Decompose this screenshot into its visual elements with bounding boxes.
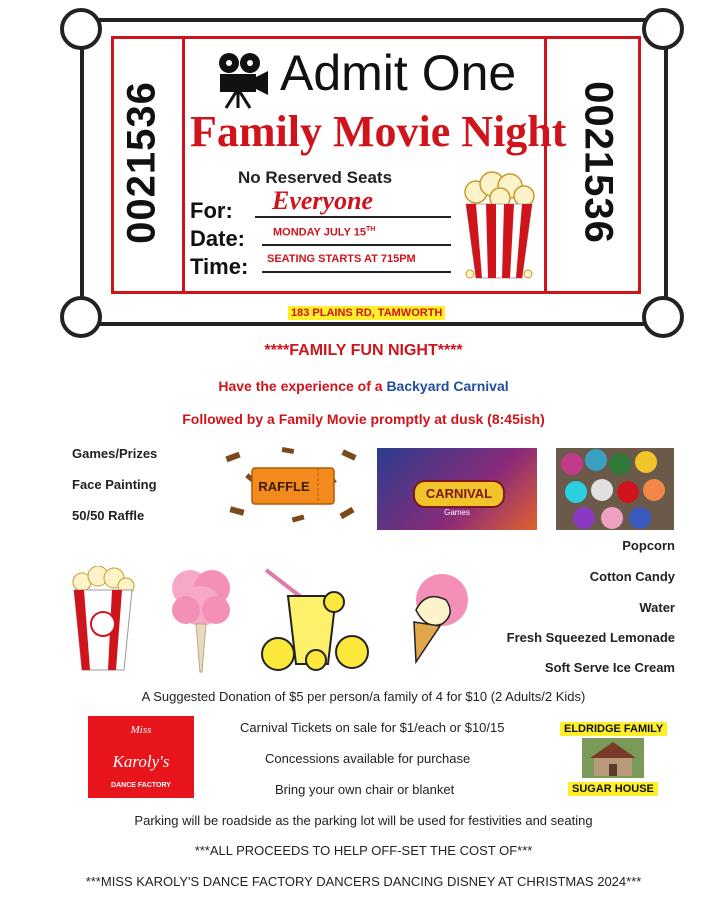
carnival-label: CARNIVAL xyxy=(413,480,505,508)
popcorn-box-icon xyxy=(70,566,136,674)
concession-item: Cotton Candy xyxy=(589,569,675,584)
activity-item: Games/Prizes xyxy=(72,446,158,461)
concession-item: Water xyxy=(639,600,675,615)
dance-logo-line3: DANCE FACTORY xyxy=(111,782,171,789)
ticket-notch-tr xyxy=(642,8,684,50)
ice-cream-icon xyxy=(396,570,476,670)
admit-one-text: Admit One xyxy=(280,45,517,101)
dance-logo-line2: Karoly's xyxy=(112,752,170,771)
info-line: Bring your own chair or blanket xyxy=(275,782,455,797)
time-label: Time: xyxy=(190,254,249,279)
for-value: Everyone xyxy=(272,186,374,215)
date-value-text: MONDAY JULY 15 xyxy=(273,226,366,239)
for-underline xyxy=(255,216,451,218)
headline: ****FAMILY FUN NIGHT**** xyxy=(264,342,463,359)
serial-number-right: 0021536 xyxy=(576,81,621,244)
date-value xyxy=(273,226,375,239)
paint-pots-icon xyxy=(556,448,674,530)
for-label: For: xyxy=(190,198,233,223)
activity-item: 50/50 Raffle xyxy=(72,508,145,523)
address-tag: 183 PLAINS RD, TAMWORTH xyxy=(288,306,445,320)
ticket-stub-divider-right xyxy=(544,39,547,291)
concession-item: Fresh Squeezed Lemonade xyxy=(506,630,675,645)
info-line: Concessions available for purchase xyxy=(265,751,471,766)
carnival-sub: Games xyxy=(444,508,470,517)
raffle-ticket-image xyxy=(222,446,362,526)
cotton-candy-icon xyxy=(168,566,234,674)
face-paint-image xyxy=(556,448,674,530)
time-underline xyxy=(262,271,451,273)
serial-number-left: 0021536 xyxy=(119,81,164,244)
sugar-house-photo xyxy=(582,738,644,778)
info-line: Carnival Tickets on sale for $1/each or $10/15 xyxy=(240,720,505,735)
proceeds-line: ***ALL PROCEEDS TO HELP OFF-SET THE COST OF*** xyxy=(194,843,533,858)
dancers-line: ***MISS KAROLY'S DANCE FACTORY DANCERS DANCING DISNEY AT CHRISTMAS 2024*** xyxy=(85,874,642,889)
raffle-ticket-icon xyxy=(222,446,362,526)
movie-camera-icon xyxy=(212,50,272,110)
ticket-notch-bl xyxy=(60,296,102,338)
activity-item: Face Painting xyxy=(72,477,157,492)
concession-item: Soft Serve Ice Cream xyxy=(544,660,675,675)
sponsor-bottom: SUGAR HOUSE xyxy=(568,782,658,796)
movie-line: Followed by a Family Movie promptly at dusk (8:45ish) xyxy=(182,411,545,427)
popcorn-icon xyxy=(458,170,540,282)
dance-factory-logo xyxy=(88,716,194,798)
ticket-stub-divider-left xyxy=(182,39,185,291)
parking-line: Parking will be roadside as the parking lot will be used for festivities and seating xyxy=(134,813,593,828)
no-reserved-seats: No Reserved Seats xyxy=(238,168,393,187)
date-label: Date: xyxy=(190,226,246,251)
time-value: SEATING STARTS AT 715PM xyxy=(267,253,416,265)
house-icon xyxy=(582,738,644,778)
event-title: Family Movie Night xyxy=(190,107,567,156)
concession-item: Popcorn xyxy=(622,538,675,553)
tagline-highlight: Backyard Carnival xyxy=(386,378,509,394)
lemonade-icon xyxy=(258,566,372,674)
date-suffix: TH xyxy=(365,226,376,233)
carnival-image xyxy=(377,448,537,530)
dance-logo-line1: Miss xyxy=(130,724,152,736)
ticket-notch-br xyxy=(642,296,684,338)
date-underline xyxy=(262,244,451,246)
raffle-label: RAFFLE xyxy=(258,479,310,494)
tagline-pre: Have the experience of a xyxy=(218,378,387,394)
ticket-notch-tl xyxy=(60,8,102,50)
tagline xyxy=(0,378,727,394)
sponsor-top: ELDRIDGE FAMILY xyxy=(560,722,667,736)
donation-line: A Suggested Donation of $5 per person/a family of 4 for $10 (2 Adults/2 Kids) xyxy=(141,689,586,704)
